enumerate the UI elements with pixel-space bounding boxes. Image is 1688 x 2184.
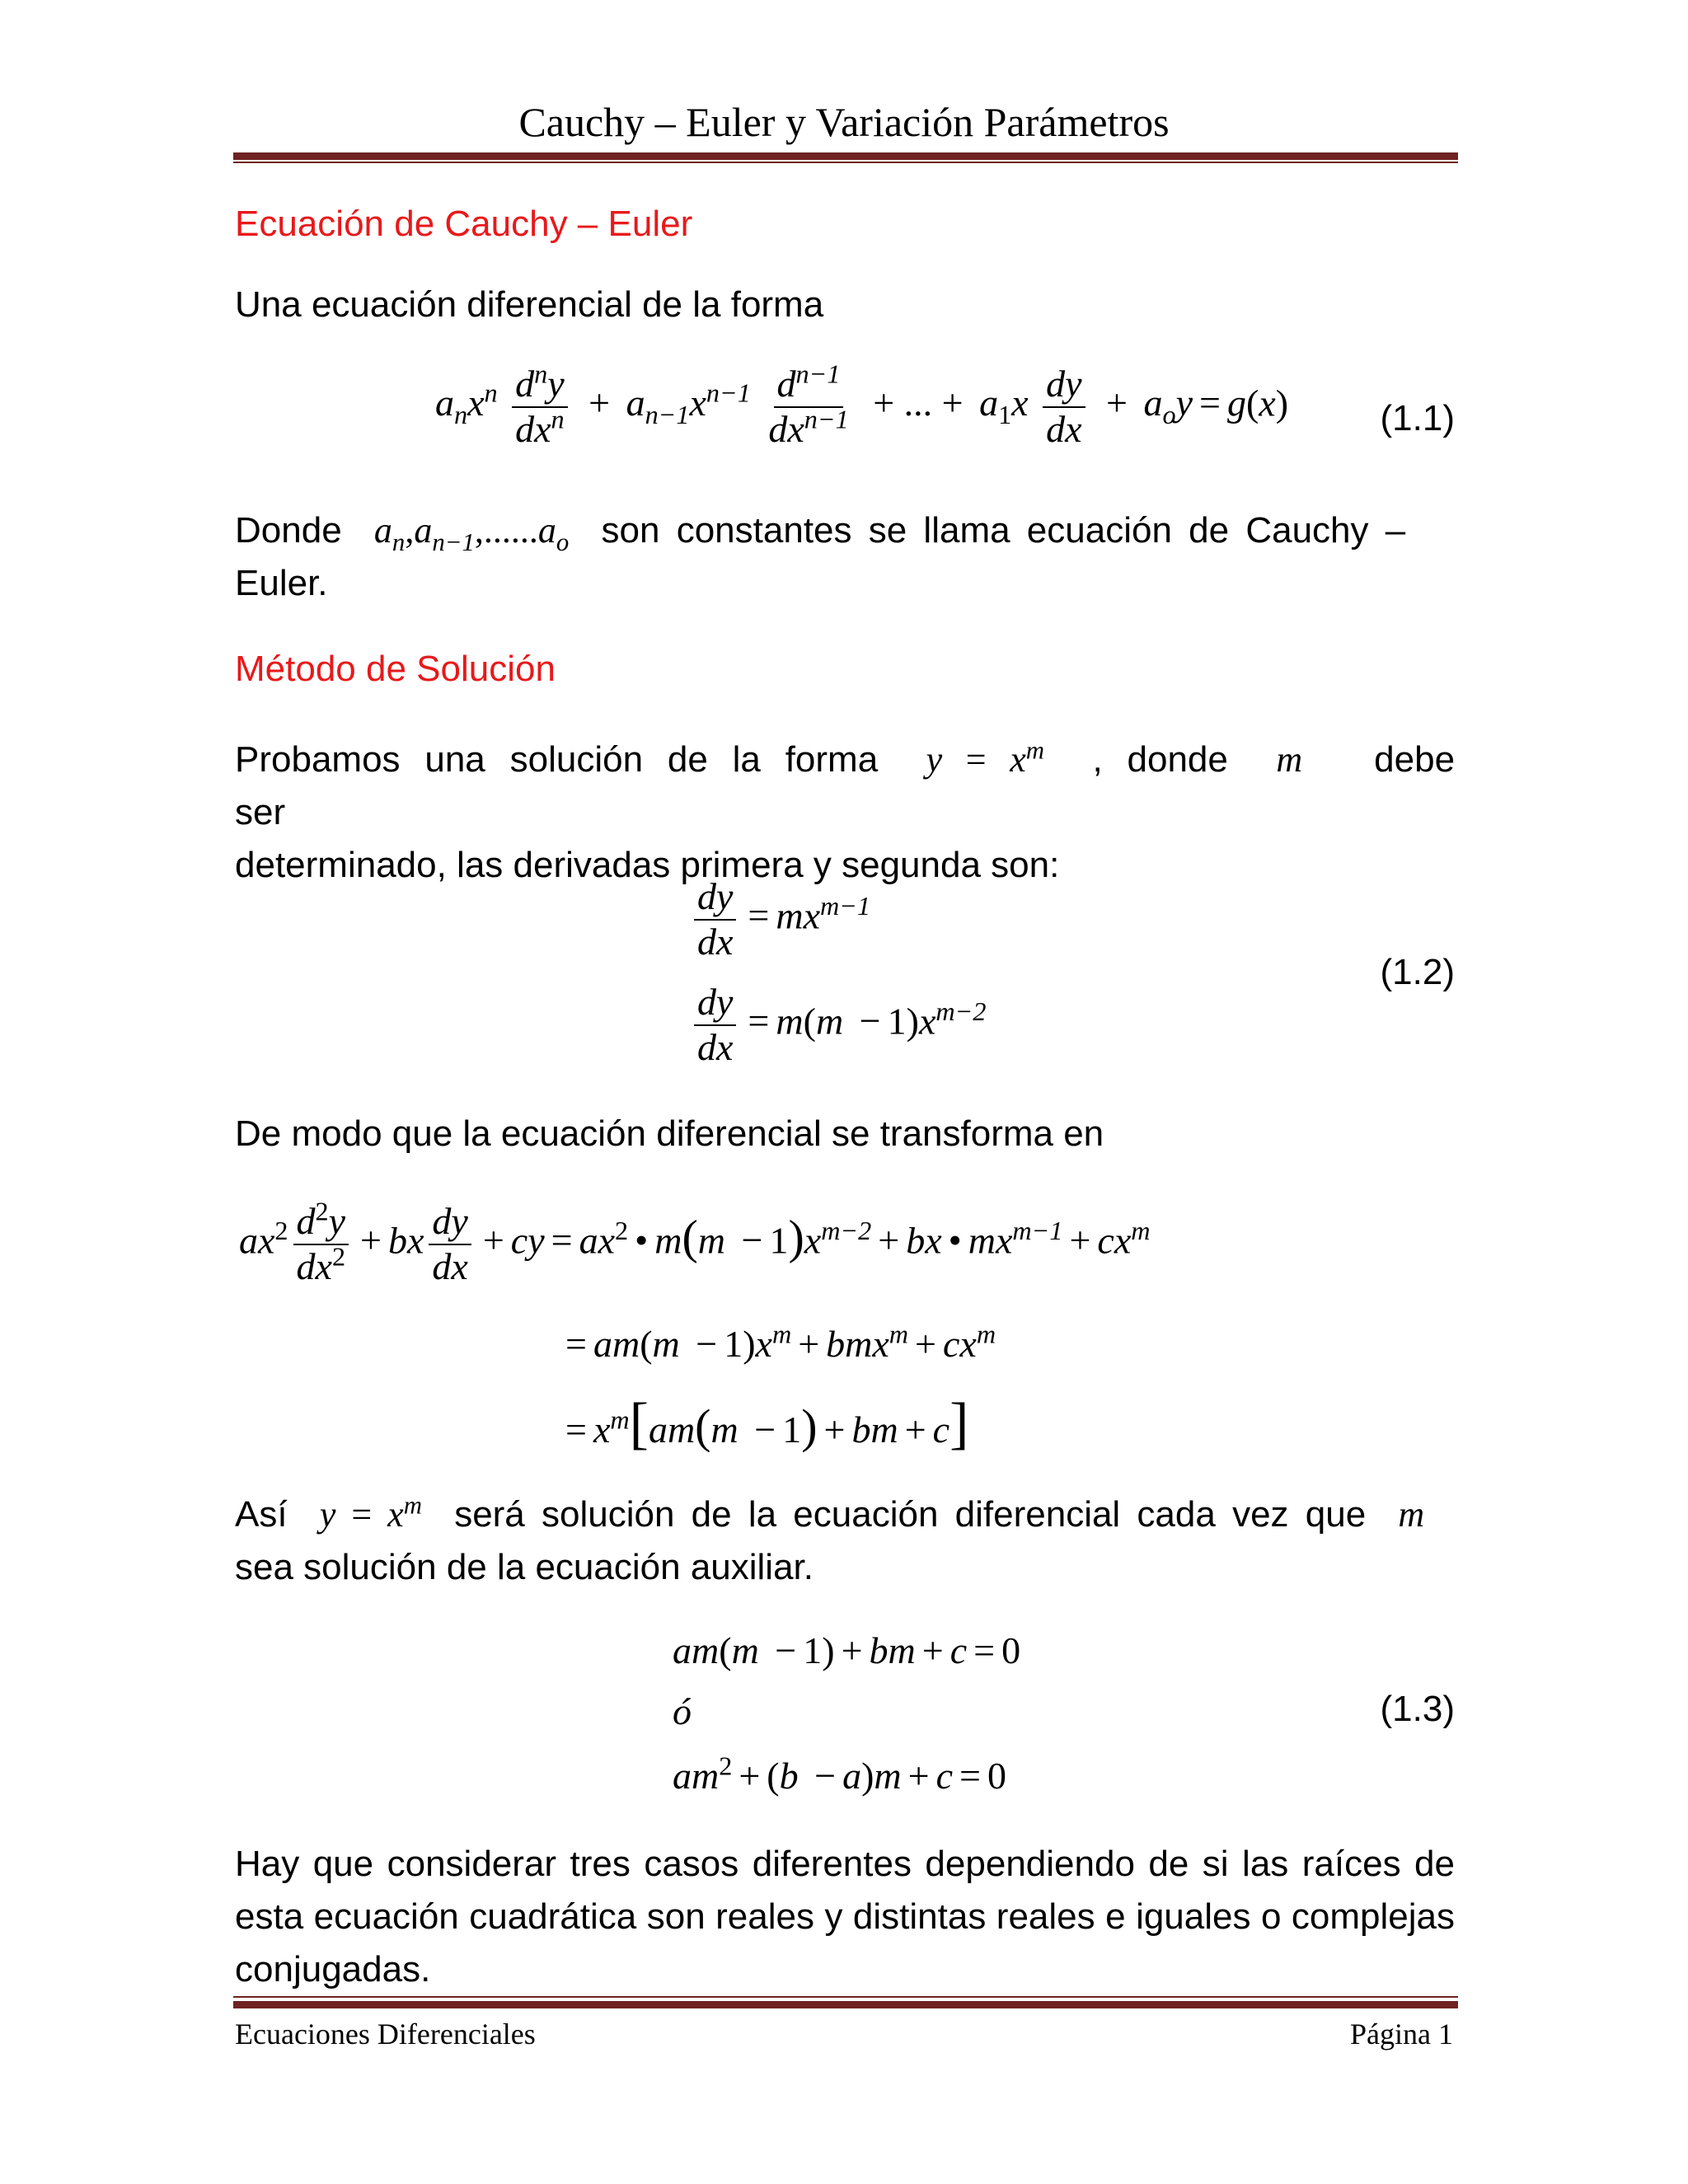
- asi-prefix: Así: [235, 1494, 288, 1535]
- equation-number-1-1: (1.1): [1380, 398, 1455, 438]
- try-prefix: Probamos una solución de la forma: [235, 739, 879, 780]
- section-heading-cauchy-euler: Ecuación de Cauchy – Euler: [235, 204, 693, 244]
- footer-course-name: Ecuaciones Diferenciales: [235, 2018, 536, 2050]
- asi-paragraph: [235, 1488, 1455, 1594]
- footer-rule-thin: [233, 1996, 1458, 1998]
- equation-1-3-or: ó: [673, 1690, 692, 1732]
- try-middle: , donde: [1092, 739, 1228, 780]
- asi-solution-expression: $y = x^m$: [303, 1491, 422, 1535]
- transformed-equation-line-2: = $am(m - 1)x^m + bmx^m + cx^m$: [565, 1319, 996, 1365]
- try-continuation: determinado, las derivadas primera y segunda son:: [235, 845, 1060, 885]
- equation-1-2-first-derivative: $\frac{dy}{dx}$ = $mx^{m-1}$: [694, 875, 870, 964]
- intro-text: Una ecuación diferencial de la forma: [235, 284, 824, 325]
- equation-number-1-3: (1.3): [1380, 1689, 1455, 1729]
- equation-1-3-line-1: am(m − 1) + bm + c = 0: [673, 1629, 1021, 1671]
- section-heading-metodo: Método de Solución: [235, 649, 556, 689]
- footer-rule-thick: [233, 2001, 1458, 2008]
- asi-m-variable: m: [1382, 1494, 1425, 1535]
- definition-suffix: son constantes se llama ecuación de Cauchy –: [601, 510, 1406, 551]
- try-suffix: debe ser: [235, 739, 1456, 832]
- trial-solution-expression: $y = x^m$: [903, 736, 1044, 780]
- equation-number-1-2: (1.2): [1380, 952, 1455, 992]
- definition-paragraph: [235, 504, 1455, 610]
- definition-continuation: Euler.: [235, 563, 328, 603]
- transform-text: De modo que la ecuación diferencial se transforma en: [235, 1113, 1104, 1154]
- transformed-equation-line-1: $ax^2$ $\frac{d^2y}{dx^2}$ + bx $\frac{dy}{dx}$ + cy = $ax^2$ • $m(m - 1)x^{m-2}$ + bx • $mx^{m-1} + cx^m$: [239, 1196, 1151, 1287]
- equation-1-1: $a_nx^n$ $\frac{d^ny}{dx^n}$ + $a_{n-1}x^{n-1}$ $\frac{d^{n-1}}{dx^{n-1}}$ + ... + $a_1x$ $\frac{dy}{dx}$ + $a_oy = g(x)$: [435, 359, 1289, 450]
- cases-paragraph: Hay que considerar tres casos diferentes dependiendo de si las raíces de esta ecuación cuadrática son reales y distintas reales e iguales o complejas conjugadas.: [235, 1844, 1455, 1990]
- transformed-equation-line-3: = $x^m[am(m - 1)$ + bm + c]: [565, 1392, 969, 1455]
- m-variable: m: [1252, 739, 1350, 780]
- definition-prefix: Donde: [235, 510, 342, 551]
- header-rule-thick: [233, 152, 1458, 160]
- footer-page-number: Página 1: [1350, 2018, 1453, 2050]
- try-solution-paragraph: [235, 733, 1455, 892]
- coefficients-expression: $a_n,a_{n-1},......a_o$: [358, 510, 570, 556]
- page-header-title: Cauchy – Euler y Variación Parámetros: [518, 99, 1170, 145]
- asi-suffix: será solución de la ecuación diferencial cada vez que: [454, 1494, 1367, 1535]
- header-rule-thin: [233, 162, 1458, 163]
- asi-continuation: sea solución de la ecuación auxiliar.: [235, 1547, 814, 1587]
- equation-1-2-second-derivative: $\frac{dy}{dx}$ = $m(m - 1)x^{m-2}$: [694, 981, 986, 1070]
- equation-1-3-line-2: $am^2 + (b - a)m + c = 0$: [673, 1750, 1006, 1797]
